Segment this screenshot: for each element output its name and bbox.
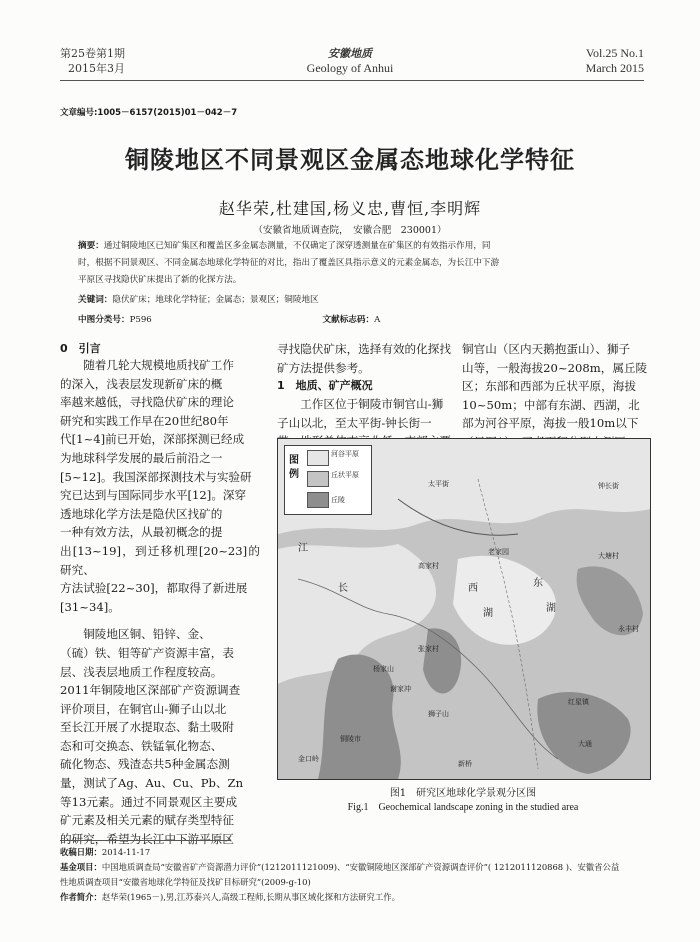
column-1-line: 硫化物态、残渣态共5种金属态测 bbox=[60, 757, 230, 772]
legend-swatch-plain bbox=[307, 471, 329, 487]
map-legend bbox=[284, 445, 372, 515]
doc-code-label: 文献标志码： bbox=[322, 315, 375, 325]
footnotes bbox=[60, 845, 650, 905]
column-1-line: 代[1~4]前已开始，深部探测已经成 bbox=[60, 432, 245, 447]
legend-item-plain: 丘状平原 bbox=[331, 471, 359, 479]
abstract bbox=[78, 238, 650, 329]
clc-code: P596 bbox=[129, 315, 152, 325]
map-label: 老家园 bbox=[488, 548, 509, 556]
volume-issue-en: Vol.25 No.1 bbox=[585, 46, 644, 60]
landscape-zoning-map bbox=[277, 438, 651, 780]
column-1-line: 的研究，希望为长江中下游平原区 bbox=[60, 831, 234, 846]
column-1-line: 2011年铜陵地区深部矿产资源调查 bbox=[60, 683, 241, 698]
map-label: 钟长街 bbox=[598, 482, 619, 490]
legend-item-valley: 河谷平原 bbox=[331, 450, 359, 458]
map-label: 红星镇 bbox=[568, 698, 589, 706]
doc-code: A bbox=[374, 315, 381, 325]
map-label: 东 bbox=[533, 578, 543, 589]
keywords-label: 关键词： bbox=[78, 295, 113, 305]
map-label: 狮子山 bbox=[428, 710, 449, 718]
column-1-line: 至长江开展了水提取态、黏土吸附 bbox=[60, 720, 234, 735]
column-3-line: 山等，一般海拔20~208m，属丘陵 bbox=[462, 360, 648, 375]
journal-name-en: Geology of Anhui bbox=[306, 61, 394, 75]
column-1-line: 评价项目，在铜官山-狮子山以北 bbox=[60, 701, 227, 716]
author-bio-label: 作者简介： bbox=[60, 892, 102, 902]
header-rule bbox=[60, 80, 644, 81]
date-en: March 2015 bbox=[585, 61, 644, 75]
column-1-line: [5~12]。我国深部探测技术与实验研 bbox=[60, 469, 252, 484]
map-label: 张家村 bbox=[418, 645, 439, 653]
legend-label: 图例 bbox=[289, 455, 299, 480]
column-2-line: 矿方法提供参考。 bbox=[277, 360, 370, 375]
volume-issue-cn: 第25卷第1期 bbox=[60, 47, 125, 60]
column-1-line: 出[13~19]，到迁移机理[20~23]的研究、 bbox=[60, 543, 260, 577]
page-title: 铜陵地区不同景观区金属态地球化学特征 bbox=[125, 146, 575, 174]
map-label: 永丰村 bbox=[618, 625, 639, 633]
column-1-line: 一种有效方法，从最初概念的提 bbox=[60, 525, 223, 540]
figure-caption-en: Fig.1 Geochemical landscape zoning in the studied area bbox=[347, 802, 579, 813]
column-1-line: 率越来越低，寻找隐伏矿床的理论 bbox=[60, 395, 234, 410]
received-date: 2014-11-17 bbox=[101, 847, 151, 857]
clc-label: 中图分类号： bbox=[78, 315, 130, 325]
column-1-text bbox=[60, 356, 260, 848]
column-1-line: [31~34]。 bbox=[60, 599, 120, 614]
map-label: 谢家冲 bbox=[390, 685, 411, 693]
map-label: 新桥 bbox=[458, 760, 472, 768]
column-1-line: 矿元素及相关元素的赋存类型特征 bbox=[60, 813, 234, 828]
map-label: 铜陵市 bbox=[340, 735, 361, 743]
column-3-line: 10~50m；中部有东湖、西湖，北 bbox=[462, 397, 640, 412]
legend-swatch-hill bbox=[307, 492, 329, 508]
map-label: 杨家山 bbox=[373, 665, 394, 673]
fund-line: 中国地质调查局“安徽省矿产资源潜力评价”(1212011121009)、“安徽铜陵地区深部矿产资源调查评价”( 1212011120868 )、安徽省公益 bbox=[101, 862, 620, 872]
authors: 赵华荣,杜建国,杨义忠,曹恒,李明辉 bbox=[218, 199, 482, 218]
column-1 bbox=[60, 340, 260, 848]
column-1-line: 方法试验[22~30]，都取得了新进展 bbox=[60, 581, 248, 596]
column-1-line: 等13元素。通过不同景观区主要成 bbox=[60, 794, 238, 809]
map-label: 金口岭 bbox=[298, 755, 319, 763]
figure-caption-cn: 图1 研究区地球化学景观分区图 bbox=[389, 788, 537, 799]
article-id: 文章编号:1005－6157(2015)01－042－7 bbox=[60, 108, 238, 118]
column-2-line: 工作区位于铜陵市铜官山-狮 bbox=[277, 397, 444, 412]
abstract-label: 摘要： bbox=[78, 241, 104, 251]
keywords: 隐伏矿床；地球化学特征；金属态；景观区；铜陵地区 bbox=[112, 295, 319, 305]
journal-name-cn: 安徽地质 bbox=[328, 47, 372, 60]
column-1-line: 究已达到与国际同步水平[12]。深穿 bbox=[60, 488, 247, 503]
column-2-line: 寻找隐伏矿床，选择有效的化探找 bbox=[277, 342, 451, 356]
abstract-line: 时，根据不同景观区、不同金属态地球化学特征的对比，指出了覆盖区具指示意义的元素金属态，为长江中下游 bbox=[78, 258, 500, 268]
column-2-line: 子山以北，至太平街-钟长街一 bbox=[277, 415, 432, 430]
date-cn: 2015年3月 bbox=[68, 62, 125, 75]
abstract-line: 平原区寻找隐伏矿床提出了新的化探方法。 bbox=[78, 275, 242, 285]
column-1-line: （硫）铁、钼等矿产资源丰富，表 bbox=[60, 645, 234, 660]
column-1-line: 态和可交换态、铁锰氧化物态、 bbox=[60, 738, 223, 753]
received-label: 收稿日期： bbox=[60, 847, 102, 857]
fund-line: 性地质调查项目“安徽省地球化学特征及找矿目标研究”(2009-g-10) bbox=[60, 877, 311, 887]
column-1-line: 量，测试了Ag、Au、Cu、Pb、Zn bbox=[60, 776, 244, 791]
map-label: 湖 bbox=[546, 603, 556, 614]
column-3 bbox=[462, 340, 652, 452]
column-1-line: 研究和实践工作早在20世纪80年 bbox=[60, 413, 229, 428]
map-label: 高家村 bbox=[418, 562, 439, 570]
section-1-title: 1 地质、矿产概况 bbox=[277, 379, 373, 393]
column-1-line: 透地球化学方法是隐伏区找矿的 bbox=[60, 506, 223, 521]
map-label: 长 bbox=[338, 583, 348, 594]
map-label: 大通 bbox=[578, 740, 592, 748]
author-bio: 赵华荣(1965－),男,江苏泰兴人,高级工程师,长期从事区域化探和方法研究工作。 bbox=[101, 892, 400, 902]
column-1-line bbox=[60, 616, 260, 625]
map-label: 江 bbox=[298, 543, 308, 554]
column-1-line: 为地球科学发展的最后前沿之一 bbox=[60, 450, 223, 465]
map-label: 湖 bbox=[483, 608, 493, 619]
fund-label: 基金项目： bbox=[60, 862, 102, 872]
affiliation: （安徽省地质调查院， 安徽合肥 230001） bbox=[253, 225, 447, 236]
column-3-line: 铜官山（区内天鹅抱蛋山）、狮子 bbox=[462, 342, 631, 356]
column-1-line: 的深入，浅表层发现新矿床的概 bbox=[60, 376, 223, 391]
column-1-line: 层、浅表层地质工作程度较高。 bbox=[60, 664, 223, 679]
footnote-rule bbox=[60, 840, 230, 841]
column-1-line: 铜陵地区铜、铅锌、金、 bbox=[60, 627, 211, 642]
map-label: 太平街 bbox=[428, 480, 449, 488]
abstract-line: 通过铜陵地区已知矿集区和覆盖区多金属态测量，不仅确定了深穿透测量在矿集区的有效指示作用，同 bbox=[103, 241, 491, 251]
legend-swatch-valley bbox=[307, 450, 329, 466]
column-1-line: 随着几轮大规模地质找矿工作 bbox=[60, 358, 234, 372]
column-3-line: 部为河谷平原，海拔一般10m以下 bbox=[462, 416, 639, 431]
section-0-title: 0 引言 bbox=[60, 342, 101, 355]
column-3-line: 区；东部和西部为丘状平原，海拔 bbox=[462, 379, 636, 394]
column-2 bbox=[277, 340, 462, 451]
map-label: 西 bbox=[468, 583, 478, 594]
legend-item-hill: 丘陵 bbox=[331, 496, 345, 504]
map-label: 大塘村 bbox=[598, 552, 619, 560]
